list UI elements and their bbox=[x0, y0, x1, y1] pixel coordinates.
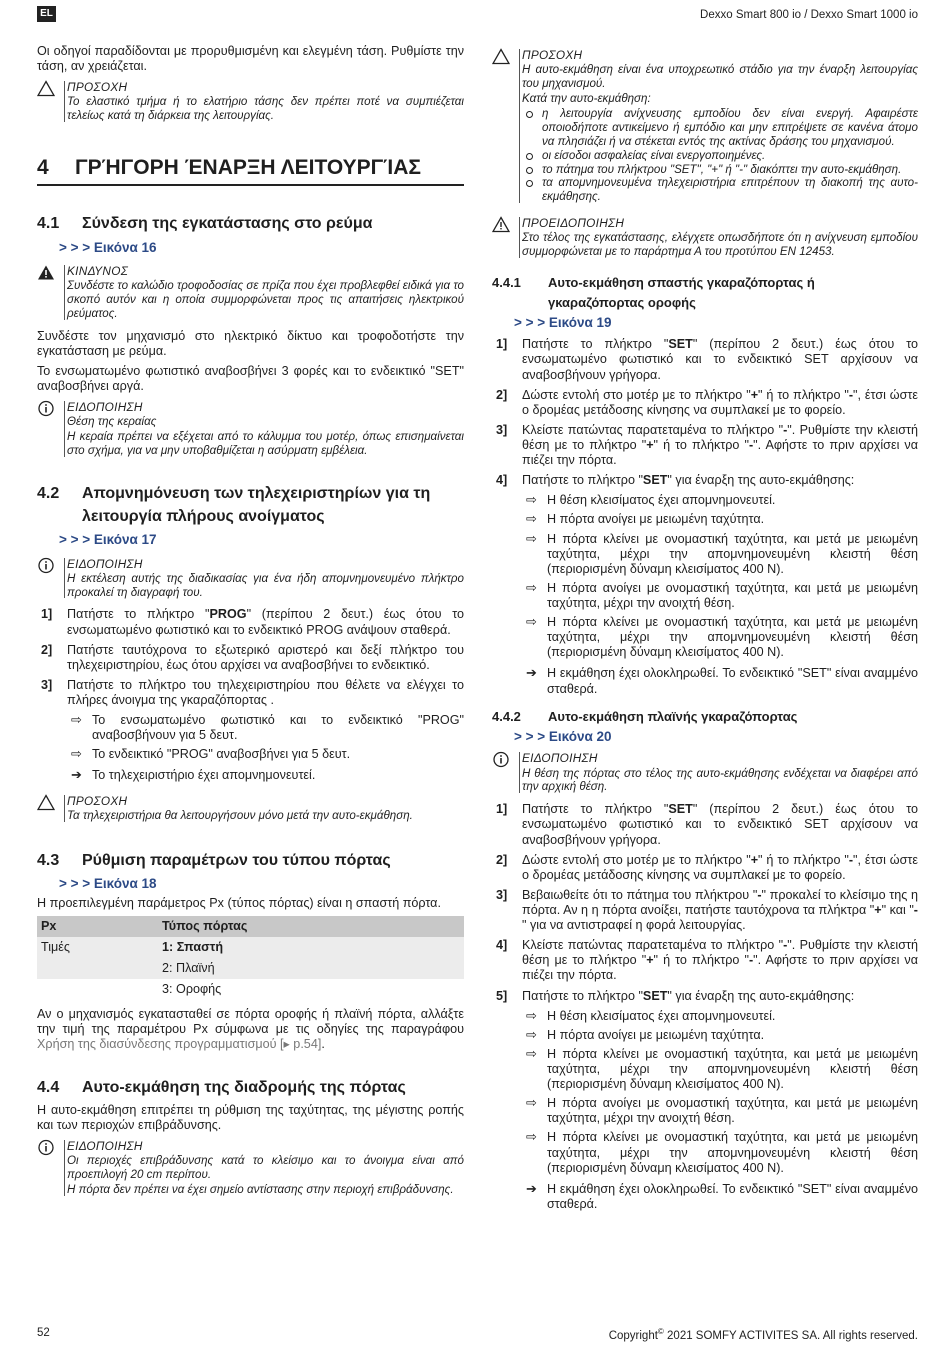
figure-link[interactable]: > > > Εικόνα 19 bbox=[514, 315, 612, 331]
result: ➔ Η εκμάθηση έχει ολοκληρωθεί. Το ενδεικτικό "SET" είναι αναμμένο σταθερά. bbox=[526, 1180, 918, 1211]
note-title: ΕΙΔΟΠΟΙΗΣΗ bbox=[67, 400, 143, 415]
step-1: 1] Πατήστε το πλήκτρο "PROG" (περίπου 2 δευτ.) έως ότου το ενσωματωμένο φωτιστικό και το ενδεικτικό PROG ανάψουν σταθερά. bbox=[41, 607, 464, 637]
substep: ⇨ Η πόρτα ανοίγει με μειωμένη ταχύτητα. bbox=[526, 511, 765, 527]
substep: ⇨ Η πόρτα κλείνει με ονομαστική ταχύτητα, και μετά με μειωμένη ταχύτητα, μέχρι την απομνημονευμένη κλειστή θέση (περιορισμένη δύναμη κλεισίματος 400 N). bbox=[526, 1045, 918, 1092]
info-note bbox=[37, 1139, 464, 1197]
step-3: 3] Κλείστε πατώντας παρατεταμένα το πλήκτρο "-". Ρυθμίστε την κλειστή θέση με το πλήκτρο "+" ή το πλήκτρο "-". Αφήστε το πριν αρχίσει να πιέζει την πόρτα. bbox=[496, 422, 918, 468]
paragraph: Η προεπιλεγμένη παράμετρος Px (τύπος πόρτας) είναι η σπαστή πόρτα. bbox=[37, 896, 441, 910]
step-2: 2] Δώστε εντολή στο μοτέρ με το πλήκτρο "+" ή το πλήκτρο "-", έτσι ώστε ο δρομέας μετάδοσης κίνησης να συμπλακεί με το φορείο. bbox=[496, 387, 918, 417]
note-line: Η κεραία πρέπει να εξέχεται από το κάλυμμα του μοτέρ, όπως επισημαίνεται στο σχήμα, για να μην υποβαθμίζεται η ασύρματη εμβέλεια. bbox=[67, 430, 464, 458]
paragraph: Συνδέστε τον μηχανισμό στο ηλεκτρικό δίκτυο και τροφοδοτήστε την εγκατάσταση με ρεύμα. bbox=[37, 328, 464, 358]
step-5: 5] Πατήστε το πλήκτρο "SET" για έναρξη της αυτο-εκμάθησης: bbox=[496, 988, 855, 1003]
right-column bbox=[492, 44, 918, 1216]
step-4: 4] Πατήστε το πλήκτρο "SET" για έναρξη της αυτο-εκμάθησης: bbox=[496, 473, 855, 488]
substep: ⇨ Η θέση κλεισίματος έχει απομνημονευτεί. bbox=[526, 492, 776, 508]
info-circle-icon bbox=[37, 557, 55, 574]
substep: ⇨ Η πόρτα κλείνει με ονομαστική ταχύτητα, και μετά με μειωμένη ταχύτητα, μέχρι την απομνημονευμένη κλειστή θέση (περιορισμένη δύναμη κλεισίματος 400 N). bbox=[526, 530, 918, 576]
note-title: ΕΙΔΟΠΟΙΗΣΗ bbox=[522, 751, 598, 766]
hollow-arrow-icon: ⇨ bbox=[526, 1095, 537, 1111]
note-title: ΕΙΔΟΠΟΙΗΣΗ bbox=[67, 556, 143, 571]
result-arrow-icon: ➔ bbox=[71, 767, 82, 783]
note-title: ΕΙΔΟΠΟΙΗΣΗ bbox=[67, 1139, 143, 1154]
paragraph: Αν ο μηχανισμός εγκατασταθεί σε πόρτα οροφής ή πλαϊνή πόρτα, αλλάξτε την τιμή της παραμέτρου Px σύμφωνα με τις οδηγίες της παραγράφου Χρήση της διασύνδεσης προγραμματισμού [▸ p.54]. bbox=[37, 1006, 464, 1051]
table-cell: 1: Σπαστή bbox=[158, 937, 464, 958]
paragraph: Το ενσωματωμένο φωτιστικό αναβοσβήνει 3 φορές και το ενδεικτικό "SET" αναβοσβήνει αργά. bbox=[37, 363, 464, 393]
substep: ⇨ Η πόρτα ανοίγει με μειωμένη ταχύτητα. bbox=[526, 1026, 765, 1042]
hollow-arrow-icon: ⇨ bbox=[526, 579, 537, 595]
info-note bbox=[37, 400, 464, 458]
caution-note bbox=[492, 48, 918, 204]
warning-note bbox=[492, 216, 918, 259]
step-1: 1] Πατήστε το πλήκτρο "SET" (περίπου 2 δευτ.) έως ότου το ενσωματωμένο φωτιστικό και το ενδεικτικό SET αρχίσουν να αναβοσβήνουν γρήγορα. bbox=[496, 337, 918, 382]
step-3: 3] Βεβαιωθείτε ότι το πάτημα του πλήκτρου "-" προκαλεί το κλείσιμο της η πόρτα. Αν η η πόρτα ανοίξει, πατήστε ταυτόχρονα τα πλήκτρα "+" και "-" για να αντιστραφεί η φορά λειτουργίας. bbox=[496, 887, 918, 933]
note-title: ΠΡΟΣΟΧΗ bbox=[67, 793, 128, 808]
hollow-arrow-icon: ⇨ bbox=[526, 1026, 537, 1042]
substep: ⇨ Η πόρτα κλείνει με ονομαστική ταχύτητα, και μετά με μειωμένη ταχύτητα, μέχρι την απομνημονευμένη κλειστή θέση (περιορισμένη δύναμη κλεισίματος 400 N). bbox=[526, 614, 918, 660]
hollow-arrow-icon: ⇨ bbox=[71, 712, 82, 728]
subsection-heading-4-4-2: 4.4.2 Αυτο-εκμάθηση πλαϊνής γκαραζόπορτας bbox=[492, 708, 798, 724]
hollow-arrow-icon: ⇨ bbox=[526, 1007, 537, 1023]
paragraph: Η αυτο-εκμάθηση επιτρέπει τη ρύθμιση της ταχύτητας, της μέγιστης ροπής και των περιοχών επιβράδυνσης. bbox=[37, 1103, 464, 1133]
section-heading-4-2: 4.2 Απομνημόνευση των τηλεχειριστηρίων για τη λειτουργία πλήρους ανοίγματος bbox=[37, 484, 431, 526]
note-title: ΠΡΟΣΟΧΗ bbox=[522, 48, 583, 62]
section-heading-4-1: 4.1 Σύνδεση της εγκατάστασης στο ρεύμα bbox=[37, 215, 373, 233]
caution-triangle-icon bbox=[492, 48, 510, 65]
figure-link[interactable]: > > > Εικόνα 17 bbox=[59, 532, 157, 548]
table-cell: Τιμές bbox=[37, 937, 158, 958]
result: ➔ Το τηλεχειριστήριο έχει απομνημονευτεί. bbox=[71, 767, 316, 783]
figure-link[interactable]: > > > Εικόνα 18 bbox=[59, 875, 157, 891]
result-arrow-icon: ➔ bbox=[526, 1180, 537, 1196]
note-body: Η εκτέλεση αυτής της διαδικασίας για ένα ήδη απομνημονευμένο πλήκτρο προκαλεί τη διαγραφή του. bbox=[67, 571, 464, 599]
note-title: ΠΡΟΕΙΔΟΠΟΙΗΣΗ bbox=[522, 216, 625, 231]
hollow-arrow-icon: ⇨ bbox=[526, 530, 537, 546]
caution-note bbox=[37, 80, 464, 123]
info-note bbox=[492, 751, 918, 794]
substep: ⇨ Η πόρτα ανοίγει με ονομαστική ταχύτητα, και μετά με μειωμένη ταχύτητα, μέχρι την ανοιχτή θέση. bbox=[526, 1095, 918, 1126]
hollow-arrow-icon: ⇨ bbox=[71, 746, 82, 762]
step-2: 2] Δώστε εντολή στο μοτέρ με το πλήκτρο "+" ή το πλήκτρο "-", έτσι ώστε ο δρομέας μετάδοσης κίνησης να συμπλακεί με το φορείο. bbox=[496, 852, 918, 882]
bullet-item: η λειτουργία ανίχνευσης εμποδίου δεν είναι ενεργή. Αφαιρέστε οποιοδήποτε αντικείμενο ή εμπόδιο και μην επιτρέψετε σε κανένα άτομο να πλησιάζει ή να στέκεται εντός της ακτίνας δράσης του μηχανισμού. bbox=[522, 107, 918, 149]
figure-link[interactable]: > > > Εικόνα 16 bbox=[59, 239, 157, 255]
danger-note bbox=[37, 264, 464, 321]
hollow-arrow-icon: ⇨ bbox=[526, 1045, 537, 1061]
note-line: Η αυτο-εκμάθηση είναι ένα υποχρεωτικό στάδιο για την έναρξη λειτουργίας του μηχανισμού. bbox=[522, 63, 918, 91]
note-title: ΠΡΟΣΟΧΗ bbox=[67, 80, 128, 95]
hollow-arrow-icon: ⇨ bbox=[526, 492, 537, 508]
table-header: Τύπος πόρτας bbox=[158, 916, 464, 937]
left-column bbox=[37, 44, 464, 1205]
table-cell: 2: Πλαϊνή bbox=[158, 958, 464, 979]
figure-link[interactable]: > > > Εικόνα 20 bbox=[514, 729, 612, 745]
step-3: 3] Πατήστε το πλήκτρο του τηλεχειριστηρίου που θέλετε να ελέγχει το πλήρες άνοιγμα της γκαραζόπορτας . bbox=[41, 677, 464, 708]
bullet-item: τα απομνημονευμένα τηλεχειριστήρια επιτρέπουν τη διακοπή της αυτο-εκμάθησης. bbox=[522, 176, 918, 204]
info-circle-icon bbox=[37, 400, 55, 417]
note-line: Η πόρτα δεν πρέπει να έχει σημείο αντίστασης στην περιοχή επιβράδυνσης. bbox=[67, 1183, 454, 1197]
note-body: Συνδέστε το καλώδιο τροφοδοσίας σε πρίζα που έχει προβλεφθεί ειδικά για το σκοπό αυτόν και η οποία συμμορφώνεται προς τις απαιτήσεις ηλεκτρικού ρεύματος. bbox=[67, 278, 464, 320]
substep: ⇨ Η πόρτα κλείνει με ονομαστική ταχύτητα, και μετά με μειωμένη ταχύτητα, μέχρι την απομνημονευμένη κλειστή θέση (περιορισμένη δύναμη κλεισίματος 400 N). bbox=[526, 1129, 918, 1175]
bullet-item: οι είσοδοι ασφαλείας είναι ενεργοποιημένες. bbox=[522, 149, 918, 163]
note-body: Η θέση της πόρτας στο τέλος της αυτο-εκμάθησης ενδέχεται να διαφέρει από την αρχική θέση. bbox=[522, 766, 918, 794]
note-line: Οι περιοχές επιβράδυνσης κατά το κλείσιμο και το άνοιγμα είναι από προεπιλογή 20 cm περίπου. bbox=[67, 1154, 464, 1182]
step-4: 4] Κλείστε πατώντας παρατεταμένα το πλήκτρο "-". Ρυθμίστε την κλειστή θέση με το πλήκτρο "+" ή το πλήκτρο "-". Αφήστε το πριν αρχίσει να πιέζει την πόρτα. bbox=[496, 938, 918, 983]
danger-warning-icon bbox=[37, 264, 55, 281]
warning-triangle-icon bbox=[492, 216, 510, 233]
caution-triangle-icon bbox=[37, 80, 55, 97]
substep: ⇨ Το ενσωματωμένο φωτιστικό και το ενδεικτικό "PROG" αναβοσβήνουν για 5 δευτ. bbox=[71, 712, 464, 743]
note-line: Θέση της κεραίας bbox=[67, 415, 157, 429]
document-title: Dexxo Smart 800 io / Dexxo Smart 1000 io bbox=[700, 9, 918, 21]
page-number: 52 bbox=[37, 1327, 50, 1339]
step-1: 1] Πατήστε το πλήκτρο "SET" (περίπου 2 δευτ.) έως ότου το ενσωματωμένο φωτιστικό και το ενδεικτικό SET αρχίσουν να αναβοσβήνουν γρήγορα. bbox=[496, 802, 918, 847]
info-circle-icon bbox=[492, 751, 510, 768]
hollow-arrow-icon: ⇨ bbox=[526, 1129, 537, 1145]
hollow-arrow-icon: ⇨ bbox=[526, 511, 537, 527]
note-line: Κατά την αυτο-εκμάθηση: bbox=[522, 91, 651, 105]
section-heading-4-4: 4.4 Αυτο-εκμάθηση της διαδρομής της πόρτας bbox=[37, 1078, 406, 1096]
result-arrow-icon: ➔ bbox=[526, 665, 537, 681]
parameter-table bbox=[37, 916, 464, 1000]
table-cell bbox=[37, 958, 158, 979]
result: ➔ Η εκμάθηση έχει ολοκληρωθεί. Το ενδεικτικό "SET" είναι αναμμένο σταθερά. bbox=[526, 665, 918, 696]
substep: ⇨ Το ενδεικτικό "PROG" αναβοσβήνει για 5 δευτ. bbox=[71, 746, 351, 762]
table-cell: 3: Οροφής bbox=[158, 979, 464, 1000]
caution-triangle-icon bbox=[37, 794, 55, 811]
chapter-heading: 4 ΓΡΉΓΟΡΗ ΈΝΑΡΞΗ ΛΕΙΤΟΥΡΓΊΑΣ bbox=[37, 155, 464, 186]
caution-note bbox=[37, 794, 464, 823]
cross-reference-link[interactable]: Χρήση της διασύνδεσης προγραμματισμού [▸ p.54] bbox=[37, 1036, 322, 1051]
note-body: Το ελαστικό τμήμα ή το ελατήριο τάσης δεν πρέπει ποτέ να συμπιέζεται τελείως κατά τη διάρκεια της λειτουργίας. bbox=[67, 95, 464, 123]
substep: ⇨ Η θέση κλεισίματος έχει απομνημονευτεί. bbox=[526, 1007, 776, 1023]
hollow-arrow-icon: ⇨ bbox=[526, 614, 537, 630]
copyright-notice: Copyright© 2021 SOMFY ACTIVITES SA. All rights reserved. bbox=[608, 1327, 918, 1342]
subsection-heading-4-4-1: 4.4.1 Αυτο-εκμάθηση σπαστής γκαραζόπορτας ή γκαραζόπορτας οροφής bbox=[492, 275, 815, 310]
info-note bbox=[37, 557, 464, 600]
bullet-item: το πάτημα του πλήκτρου "SET", "+" ή "-" διακόπτει την αυτο-εκμάθηση. bbox=[522, 163, 918, 177]
info-circle-icon bbox=[37, 1139, 55, 1156]
table-cell bbox=[37, 979, 158, 1000]
language-badge: EL bbox=[37, 6, 56, 22]
step-2: 2] Πατήστε ταυτόχρονα το εξωτερικό αριστερό και δεξί πλήκτρο του τηλεχειριστηρίου, έως ότου αρχίσει να αναβοσβήνει το ενδεικτικό. bbox=[41, 642, 464, 672]
table-header: Px bbox=[37, 916, 158, 937]
intro-paragraph: Οι οδηγοί παραδίδονται με προρυθμισμένη και ελεγμένη τάση. Ρυθμίστε την τάση, αν χρειάζεται. bbox=[37, 44, 464, 74]
note-body: Στο τέλος της εγκατάστασης, ελέγχετε οπωσδήποτε ότι η ανίχνευση εμποδίου συμμορφώνεται με το παράρτημα Α του προτύπου EN 12453. bbox=[522, 231, 918, 259]
substep: ⇨ Η πόρτα ανοίγει με ονομαστική ταχύτητα, και μετά με μειωμένη ταχύτητα, μέχρι την ανοιχτή θέση. bbox=[526, 579, 918, 611]
note-title: ΚΙΝΔΥΝΟΣ bbox=[67, 263, 129, 278]
note-body: Τα τηλεχειριστήρια θα λειτουργήσουν μόνο μετά την αυτο-εκμάθηση. bbox=[67, 808, 413, 822]
section-heading-4-3: 4.3 Ρύθμιση παραμέτρων του τύπου πόρτας bbox=[37, 851, 391, 869]
